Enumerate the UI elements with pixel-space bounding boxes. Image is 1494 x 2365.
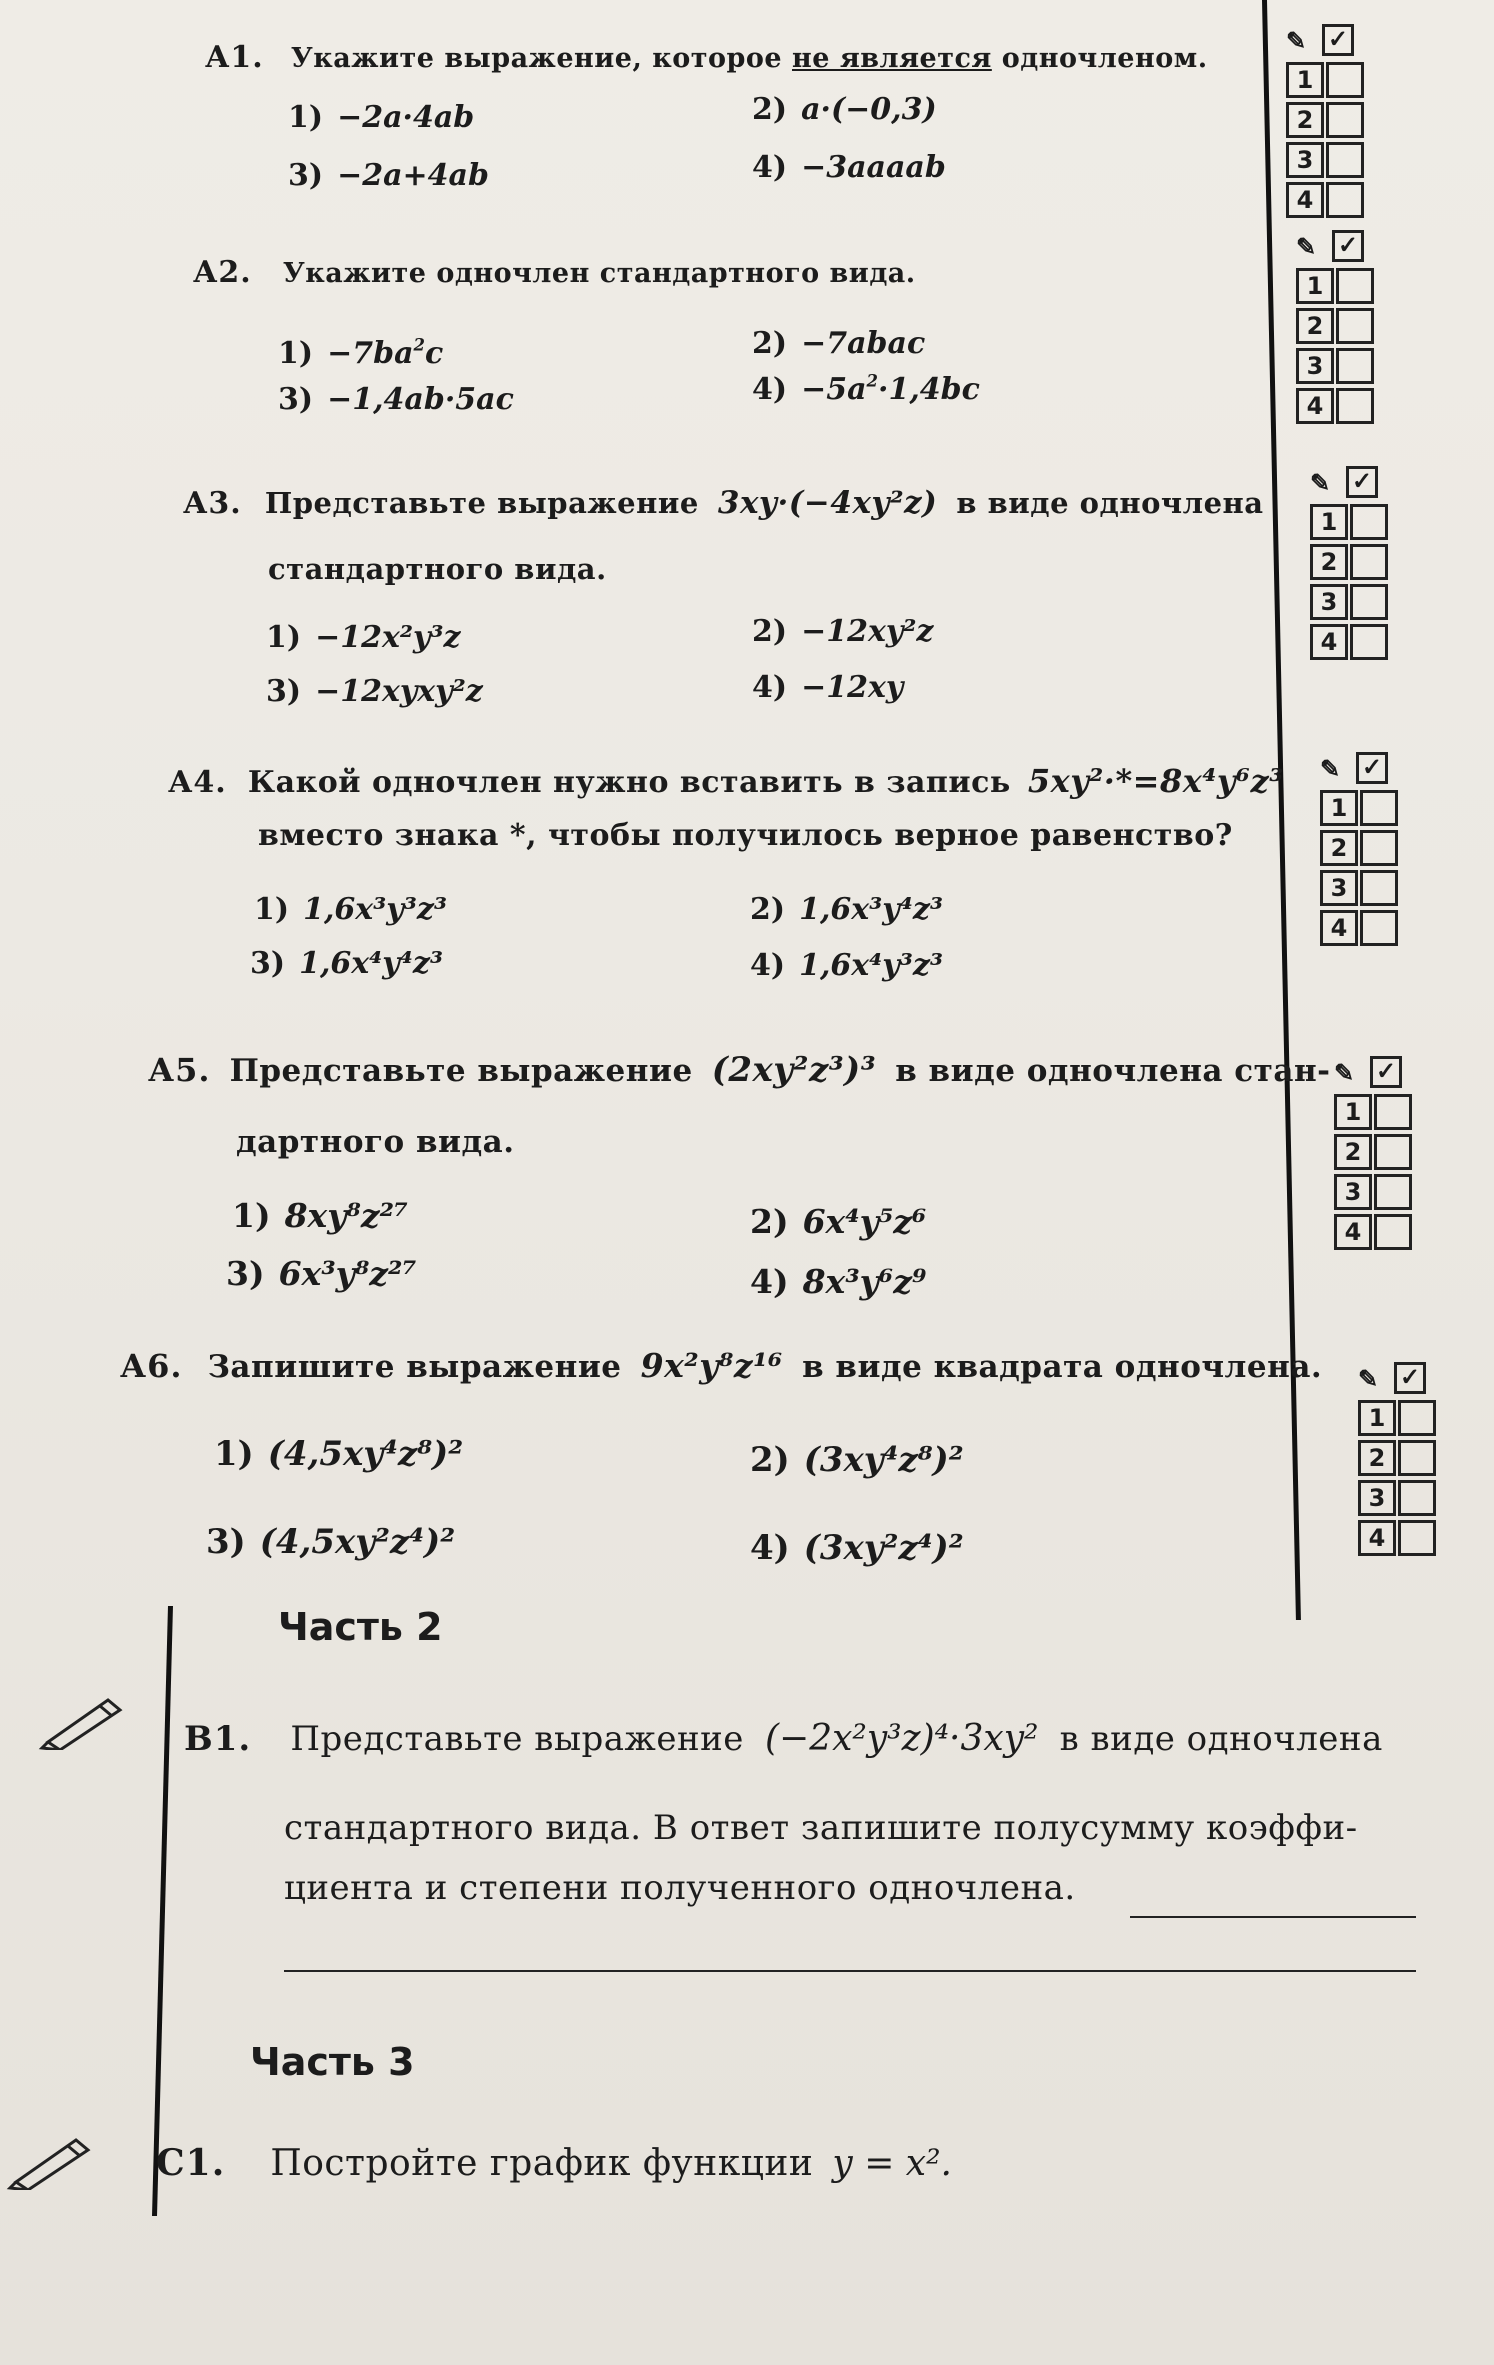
answer-row: [1320, 866, 1430, 906]
answer-checkbox[interactable]: [1350, 584, 1388, 620]
answer-number: 1: [1296, 268, 1334, 304]
answer-row: [1358, 1476, 1468, 1516]
answer-group-header: [1296, 230, 1406, 264]
question-expression: 9x²y⁸z¹⁶: [640, 1346, 783, 1385]
answer-row: [1334, 1090, 1444, 1130]
answer-group-a6: [1358, 1362, 1468, 1556]
answer-checkbox[interactable]: [1336, 348, 1374, 384]
answer-checkbox[interactable]: [1374, 1094, 1412, 1130]
answer-row: [1320, 906, 1430, 946]
option-a4-2: 2) 1,6x³y⁴z³: [750, 892, 944, 927]
question-text-line2: стандартного вида. В ответ запишите полусумму коэффи-: [284, 1808, 1358, 1848]
answer-number: 3: [1310, 584, 1348, 620]
option-a3-4: 4) −12xy: [752, 670, 904, 705]
question-a2: [193, 255, 916, 290]
answer-group-header: [1286, 24, 1396, 58]
question-number: А5.: [148, 1051, 211, 1089]
answer-checkbox[interactable]: [1326, 62, 1364, 98]
question-c1: С1. Постройте график функции y = x².: [156, 2142, 952, 2184]
checkmark-icon: ✓: [1394, 1362, 1426, 1394]
option-a4-3: 3) 1,6x⁴y⁴z³: [250, 946, 444, 981]
answer-checkbox[interactable]: [1336, 388, 1374, 424]
answer-row: [1334, 1170, 1444, 1210]
answer-number: 4: [1358, 1520, 1396, 1556]
answer-number: 1: [1358, 1400, 1396, 1436]
pen-icon: ✎: [1286, 26, 1307, 55]
question-text-line2: дартного вида.: [236, 1124, 515, 1160]
question-text: Укажите одночлен стандартного вида.: [282, 258, 916, 289]
answer-checkbox[interactable]: [1360, 790, 1398, 826]
answer-checkbox[interactable]: [1360, 910, 1398, 946]
question-number: А2.: [193, 255, 252, 290]
answer-number: 4: [1296, 388, 1334, 424]
answer-group-a4: [1320, 752, 1430, 946]
answer-checkbox[interactable]: [1350, 544, 1388, 580]
answer-checkbox[interactable]: [1326, 142, 1364, 178]
answer-checkbox[interactable]: [1350, 504, 1388, 540]
answer-group-a3: [1310, 466, 1420, 660]
answer-number: 1: [1286, 62, 1324, 98]
answer-number: 2: [1358, 1440, 1396, 1476]
answer-number: 2: [1296, 308, 1334, 344]
option-a1-1: 1) −2a·4ab: [288, 100, 475, 135]
answer-group-a1: [1286, 24, 1396, 218]
answer-number: 4: [1310, 624, 1348, 660]
option-a2-4: $4) -5a^2\cdot 1,4bc$: [752, 372, 980, 408]
answer-row: [1358, 1436, 1468, 1476]
question-text-line3: циента и степени полученного одночлена.: [284, 1868, 1076, 1908]
part2-heading: Часть 2: [278, 1605, 443, 1649]
question-number: В1.: [184, 1719, 252, 1759]
answer-row: [1334, 1210, 1444, 1250]
option-a5-3: 3) 6x³y⁸z²⁷: [226, 1254, 417, 1293]
question-a1: [205, 40, 1208, 75]
option-a3-3: 3) −12xyxy²z: [266, 674, 483, 709]
answer-checkbox[interactable]: [1398, 1400, 1436, 1436]
option-a1-3: 3) −2a+4ab: [288, 158, 489, 193]
option-a6-2: 2) (3xy⁴z⁸)²: [750, 1440, 964, 1480]
answer-row: [1310, 500, 1420, 540]
answer-number: 2: [1320, 830, 1358, 866]
option-a2-1: $1) -7ba^2c$: [278, 336, 444, 372]
answer-row: [1310, 620, 1420, 660]
answer-row: [1286, 138, 1396, 178]
option-a6-4: 4) (3xy²z⁴)²: [750, 1528, 964, 1568]
pencil-icon: [6, 2130, 96, 2190]
answer-row: [1334, 1130, 1444, 1170]
question-text-line2: стандартного вида.: [268, 552, 607, 586]
answer-row: [1296, 344, 1406, 384]
question-expression: y = x².: [832, 2143, 952, 2184]
answer-number: 1: [1320, 790, 1358, 826]
answer-number: 1: [1310, 504, 1348, 540]
answer-row: [1358, 1396, 1468, 1436]
answer-row: [1320, 786, 1430, 826]
answer-row: [1286, 178, 1396, 218]
question-number: А3.: [183, 486, 242, 521]
question-a4: А4. Какой одночлен нужно вставить в запись 5xy²·*=8x⁴y⁶z³: [168, 762, 1284, 800]
question-number: А4.: [168, 765, 227, 800]
answer-group-a2: [1296, 230, 1406, 424]
checkmark-icon: ✓: [1356, 752, 1388, 784]
question-b1: В1. Представьте выражение (−2x²y³z)⁴·3xy² в виде одночлена: [184, 1718, 1383, 1759]
answer-row: [1310, 580, 1420, 620]
answer-line-short: [1130, 1916, 1416, 1918]
option-a6-3: 3) (4,5xy²z⁴)²: [206, 1522, 456, 1562]
option-a1-4: 4) −3aaaab: [752, 150, 946, 185]
option-a5-4: 4) 8x³y⁶z⁹: [750, 1262, 927, 1301]
answer-number: 3: [1296, 348, 1334, 384]
pen-icon: ✎: [1358, 1364, 1379, 1393]
part3-heading: Часть 3: [250, 2040, 415, 2084]
answer-checkbox[interactable]: [1398, 1520, 1436, 1556]
checkmark-icon: ✓: [1322, 24, 1354, 56]
question-text-line2: вместо знака *, чтобы получилось верное равенство?: [258, 818, 1233, 853]
checkmark-icon: ✓: [1346, 466, 1378, 498]
pen-icon: ✎: [1310, 468, 1331, 497]
question-a6: А6. Запишите выражение 9x²y⁸z¹⁶ в виде квадрата одночлена.: [120, 1346, 1323, 1385]
answer-checkbox[interactable]: [1336, 308, 1374, 344]
answer-group-header: [1358, 1362, 1468, 1396]
answer-checkbox[interactable]: [1398, 1480, 1436, 1516]
question-expression: (−2x²y³z)⁴·3xy²: [764, 1718, 1039, 1759]
answer-row: [1320, 826, 1430, 866]
checkmark-icon: ✓: [1370, 1056, 1402, 1088]
answer-checkbox[interactable]: [1374, 1174, 1412, 1210]
option-a5-1: 1) 8xy⁸z²⁷: [232, 1196, 409, 1235]
option-a3-2: 2) −12xy²z: [752, 614, 934, 649]
question-expression: 5xy²·*=8x⁴y⁶z³: [1027, 762, 1284, 800]
question-number: А1.: [205, 40, 264, 75]
question-a5: А5. Представьте выражение (2xy²z³)³ в виде одночлена стан-: [148, 1050, 1331, 1090]
answer-checkbox[interactable]: [1326, 102, 1364, 138]
answer-number: 4: [1286, 182, 1324, 218]
checkmark-icon: ✓: [1332, 230, 1364, 262]
pen-icon: ✎: [1296, 232, 1317, 261]
pen-icon: ✎: [1320, 754, 1341, 783]
option-a5-2: 2) 6x⁴y⁵z⁶: [750, 1202, 927, 1241]
option-a6-1: 1) (4,5xy⁴z⁸)²: [214, 1434, 464, 1474]
part2-margin-line: [152, 1606, 173, 2216]
answer-number: 4: [1320, 910, 1358, 946]
answer-row: [1310, 540, 1420, 580]
answer-number: 2: [1334, 1134, 1372, 1170]
option-a4-4: 4) 1,6x⁴y³z³: [750, 948, 944, 983]
answer-row: [1286, 98, 1396, 138]
answer-checkbox[interactable]: [1326, 182, 1364, 218]
answer-row: [1286, 58, 1396, 98]
answer-checkbox[interactable]: [1374, 1214, 1412, 1250]
question-expression: (2xy²z³)³: [711, 1050, 877, 1090]
answer-checkbox[interactable]: [1360, 870, 1398, 906]
question-a3: А3. Представьте выражение 3xy·(−4xy²z) в виде одночлена: [183, 485, 1264, 521]
answer-checkbox[interactable]: [1350, 624, 1388, 660]
pen-icon: ✎: [1334, 1058, 1355, 1087]
option-a2-3: 3) −1,4ab·5ac: [278, 382, 514, 417]
answer-number: 3: [1334, 1174, 1372, 1210]
answer-row: [1296, 384, 1406, 424]
answer-number: 1: [1334, 1094, 1372, 1130]
pencil-icon: [38, 1690, 128, 1750]
answer-row: [1296, 304, 1406, 344]
option-a2-2: 2) −7abac: [752, 326, 926, 361]
answer-row: [1358, 1516, 1468, 1556]
answer-group-header: [1320, 752, 1430, 786]
answer-number: 3: [1286, 142, 1324, 178]
answer-checkbox[interactable]: [1336, 268, 1374, 304]
option-a1-2: 2) a·(−0,3): [752, 92, 937, 127]
answer-group-header: [1310, 466, 1420, 500]
answer-row: [1296, 264, 1406, 304]
answer-number: 2: [1310, 544, 1348, 580]
answer-checkbox[interactable]: [1398, 1440, 1436, 1476]
question-number: С1.: [156, 2142, 226, 2184]
question-expression: 3xy·(−4xy²z): [717, 485, 938, 521]
answer-number: 3: [1358, 1480, 1396, 1516]
answer-number: 4: [1334, 1214, 1372, 1250]
option-a4-1: 1) 1,6x³y³z³: [254, 892, 448, 927]
answer-checkbox[interactable]: [1360, 830, 1398, 866]
question-text: Укажите выражение, которое не является одночленом.: [290, 43, 1208, 74]
option-a3-1: 1) −12x²y³z: [266, 620, 461, 655]
answer-number: 3: [1320, 870, 1358, 906]
answer-group-a5: [1334, 1056, 1444, 1250]
answer-checkbox[interactable]: [1374, 1134, 1412, 1170]
answer-group-header: [1334, 1056, 1444, 1090]
question-number: А6.: [120, 1347, 183, 1385]
answer-number: 2: [1286, 102, 1324, 138]
answer-line-long: [284, 1970, 1416, 1972]
